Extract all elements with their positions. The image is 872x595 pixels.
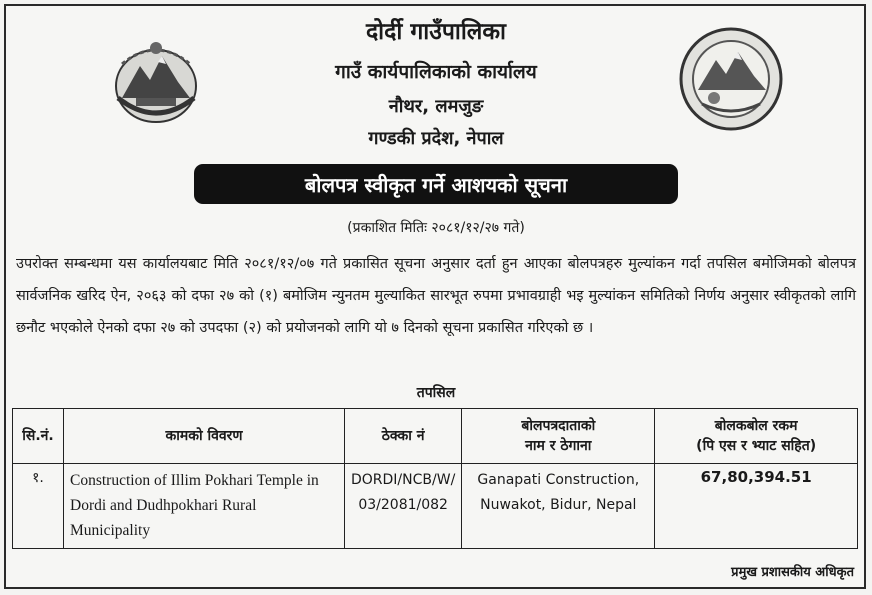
table-row — [13, 464, 858, 549]
province-name: गण्डकी प्रदेश, नेपाल — [368, 128, 504, 149]
row-description: Construction of Illim Pokhari Temple in Dordi and Dudhpokhari Rural Municipality — [64, 464, 345, 549]
published-date: (प्रकाशित मितिः २०८१/१२/२७ गते) — [347, 220, 525, 236]
municipality-name: दोर्दी गाउँपालिका — [365, 19, 507, 45]
header-amount-line1: बोलकबोल रकम — [714, 418, 798, 434]
header-amount — [655, 409, 858, 464]
details-label: तपसिल — [416, 385, 456, 401]
office-address: नौथर, लमजुङ — [388, 96, 484, 117]
header-contract-no: ठेक्का नं — [345, 409, 462, 464]
header-description: कामको विवरण — [64, 409, 345, 464]
row-amount: 67,80,394.51 — [655, 464, 858, 549]
award-table — [12, 408, 858, 549]
header-amount-line2: (पि एस र भ्याट सहित) — [696, 438, 817, 454]
header-bidder-line2: नाम र ठेगाना — [525, 438, 592, 454]
table-header-row — [13, 409, 858, 464]
row-bidder: Ganapati Construction, Nuwakot, Bidur, Nepal — [462, 464, 655, 549]
row-contract-no: DORDI/NCB/W/ 03/2081/082 — [345, 464, 462, 549]
notice-title: बोलपत्र स्वीकृत गर्ने आशयको सूचना — [194, 164, 678, 204]
header-bidder-line1: बोलपत्रदाताको — [521, 418, 596, 434]
row-sn: १. — [13, 464, 64, 549]
notice-body: उपरोक्त सम्बन्धमा यस कार्यालयबाट मिति २०८१/१२/०७ गते प्रकासित सूचना अनुसार दर्ता हुन आएका बोलपत्रहरु मुल्यांकन गर्दा तपसिल बमोजिमको बोलपत्र सार्वजनिक खरिद ऐन, २०६३ को दफा २७ को (१) बमोजिम न्युनतम मुल्याकित सारभूत रुपमा प्रभावग्राही भइ मुल्यांकन समितिको निर्णय अनुसार स्वीकृतको लागि छनौट भएकोले ऐनको दफा २७ को उपदफा (२) को प्रयोजनको लागि यो ७ दिनको सूचना प्रकासित गरिएको छ । — [16, 256, 856, 336]
header-sn: सि.नं. — [13, 409, 64, 464]
signature-title: प्रमुख प्रशासकीय अधिकृत — [731, 565, 854, 580]
header-bidder — [462, 409, 655, 464]
office-name: गाउँ कार्यपालिकाको कार्यालय — [335, 61, 537, 83]
